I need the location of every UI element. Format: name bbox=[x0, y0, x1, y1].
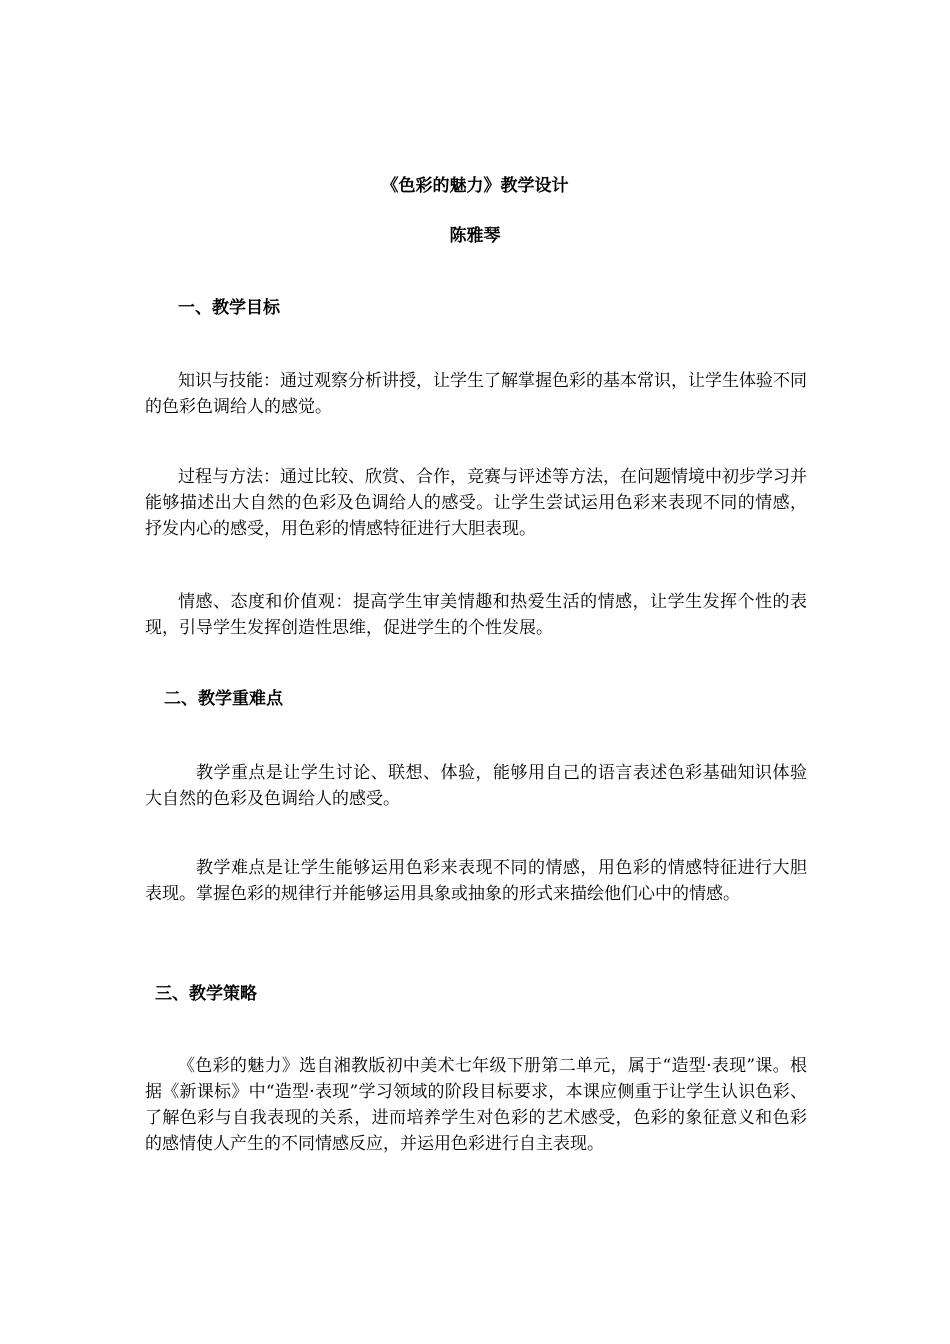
paragraph-strategy: 《色彩的魅力》选自湘教版初中美术七年级下册第二单元，属于“造型·表现”课。根据《新课标》中“造型·表现”学习领域的阶段目标要求，本课应侧重于让学生认识色彩、了解色彩与自我表现的关系，进而培养学生对色彩的艺术感受，色彩的象征意义和色彩的感情使人产生的不同情感反应，并运用色彩进行自主表现。 bbox=[145, 1056, 807, 1154]
paragraph-knowledge-skills: 知识与技能：通过观察分析讲授，让学生了解掌握色彩的基本常识，让学生体验不同的色彩色调给人的感觉。 bbox=[145, 371, 807, 417]
section-heading-key-points: 二、教学重难点 bbox=[164, 689, 283, 709]
paragraph-process-methods: 过程与方法：通过比较、欣赏、合作，竞赛与评述等方法，在问题情境中初步学习并能够描述出大自然的色彩及色调给人的感受。让学生尝试运用色彩来表现不同的情感，抒发内心的感受，用色彩的情感特征进行大胆表现。 bbox=[145, 467, 807, 539]
paragraph-difficult-point: 教学难点是让学生能够运用色彩来表现不同的情感，用色彩的情感特征进行大胆表现。掌握色彩的规律行并能够运用具象或抽象的形式来描绘他们心中的情感。 bbox=[145, 858, 807, 904]
paragraph-key-point: 教学重点是让学生讨论、联想、体验，能够用自己的语言表述色彩基础知识体验大自然的色彩及色调给人的感受。 bbox=[145, 763, 807, 809]
section-heading-strategy: 三、教学策略 bbox=[155, 984, 257, 1004]
document-author: 陈雅琴 bbox=[449, 226, 501, 246]
paragraph-emotion-values: 情感、态度和价值观：提高学生审美情趣和热爱生活的情感，让学生发挥个性的表现，引导学生发挥创造性思维，促进学生的个性发展。 bbox=[145, 592, 807, 638]
document-title: 《色彩的魅力》教学设计 bbox=[381, 176, 569, 196]
section-heading-objectives: 一、教学目标 bbox=[178, 298, 280, 318]
